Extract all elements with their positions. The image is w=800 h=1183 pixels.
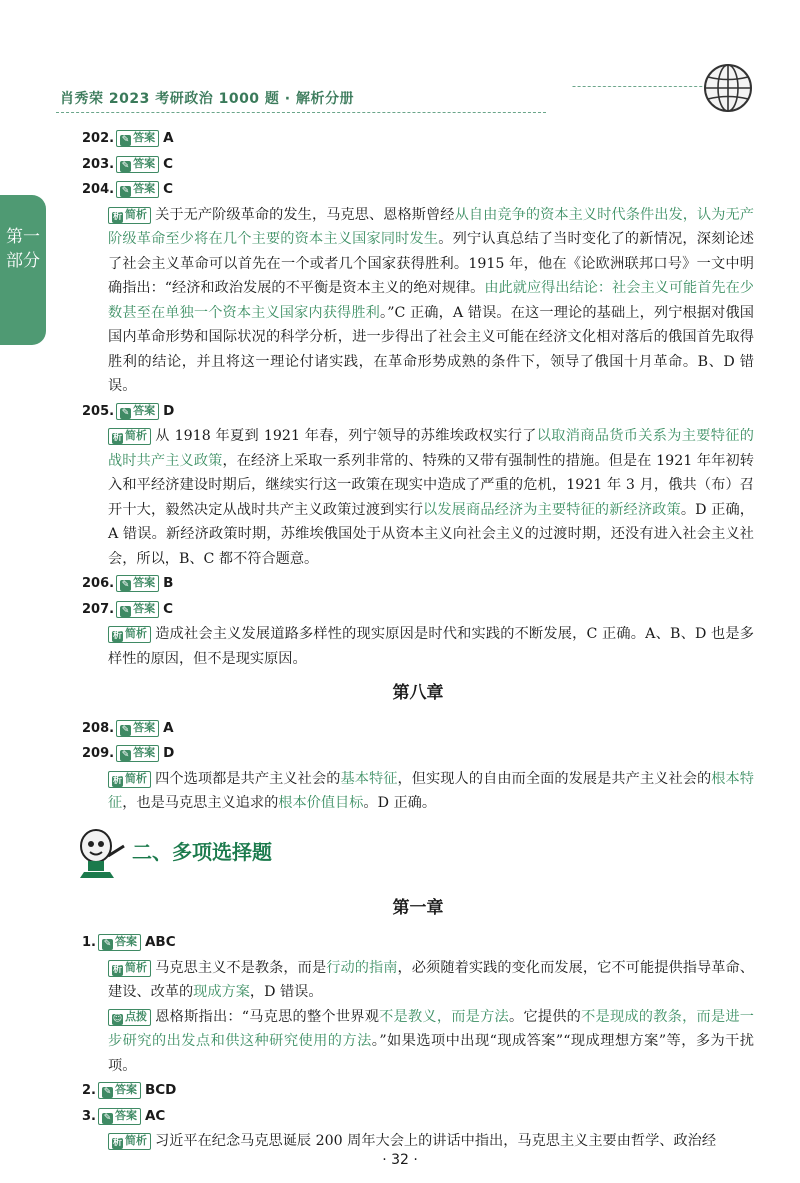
answer-tag: ✎ 答案 — [116, 181, 159, 198]
analysis-207: 析 简析 造成社会主义发展道路多样性的现实原因是时代和实践的不断发展，C 正确。A、B、D 也是多样性的原因，但不是现实原因。 — [108, 626, 754, 667]
analysis-204: 析 简析 关于无产阶级革命的发生，马克思、恩格斯曾经从自由竞争的资本主义时代条件出发，认为无产阶级革命至少将在几个主要的资本主义国家同时发生。列宁认真总结了当时变化了的新情况，深刻论述了社会主义革命可以首先在一个或者几个国家获得胜利。1915 年，他在《论欧洲联邦口号》一文中明确指出：“经济和政治发展的不平衡是资本主义的绝对规律。由此就应得出结论：社会主义可能首先在少数甚至在单独一个资本主义国家内获得胜利。”C 正确，A 错误。在这一理论的基础上，列宁根据对俄国国内革命形势和国际状况的科学分析，进一步得出了社会主义可能在经济文化相对落后的俄国首先取得胜利的结论，并且将这一理论付诸实践，在革命形势成熟的条件下，领导了俄国十月革命。B、D 错误。 — [108, 206, 754, 394]
analysis-tag: 析 简析 — [108, 428, 151, 445]
analysis-m1: 析 简析 马克思主义不是教条，而是行动的指南，必须随着实践的变化而发展，它不可能提供指导革命、建设、改革的现成方案，D 错误。 — [108, 959, 754, 1000]
tip-m1: ☺ 点拨 恩格斯指出：“马克思的整个世界观不是教义，而是方法。它提供的不是现成的教条，而是进一步研究的出发点和供这种研究使用的方法。”如果选项中出现“现成答案”“现成理想方案”等，多为干扰项。 — [108, 1008, 754, 1074]
analysis-205: 析 简析 从 1918 年夏到 1921 年春，列宁领导的苏维埃政权实行了以取消商品货币关系为主要特征的战时共产主义政策，在经济上采取一系列非常的、特殊的又带有强制性的措施。但是在 1921 年年初转入和平经济建设时期后，继续实行这一政策在现实中造成了严重的危机，1921 年 3 月，俄共（布）召开十大，毅然决定从战时共产主义政策过渡到实行以发展商品经济为主要特征的新经济政策。D 正确，A 错误。新经济政策时期，苏维埃俄国处于从资本主义向社会主义的过渡时期，还没有进入社会主义社会，所以，B、C 都不符合题意。 — [108, 428, 754, 567]
answer-tag: ✎ 答案 — [98, 1082, 141, 1099]
answer-205: 205. ✎ 答案 D — [82, 402, 175, 419]
answer-tag: ✎ 答案 — [98, 934, 141, 951]
answer-203: 203. ✎ 答案 C — [82, 155, 173, 172]
answer-tag: ✎ 答案 — [116, 720, 159, 737]
analysis-tag: 析 简析 — [108, 626, 151, 643]
tip-tag: ☺ 点拨 — [108, 1009, 151, 1026]
analysis-tag: 析 简析 — [108, 1133, 151, 1150]
globe-icon — [702, 62, 754, 114]
answer-208: 208. ✎ 答案 A — [82, 719, 174, 736]
analysis-tag: 析 简析 — [108, 771, 151, 788]
section-title-text: 二、多项选择题 — [132, 839, 272, 864]
header-divider — [56, 112, 546, 113]
answer-202: 202. ✎ 答案 A — [82, 130, 174, 146]
answer-tag: ✎ 答案 — [116, 130, 159, 147]
answer-tag: ✎ 答案 — [116, 745, 159, 762]
answer-m2: 2. ✎ 答案 BCD — [82, 1082, 177, 1098]
lightbulb-mascot-icon — [74, 826, 130, 882]
answer-m1: 1. ✎ 答案 ABC — [82, 934, 176, 950]
analysis-tag: 析 简析 — [108, 960, 151, 977]
answer-tag: ✎ 答案 — [116, 156, 159, 173]
answer-209: 209. ✎ 答案 D — [82, 745, 175, 761]
answer-tag: ✎ 答案 — [116, 403, 159, 420]
answer-tag: ✎ 答案 — [98, 1108, 141, 1125]
chapter-heading-1: 第一章 — [392, 897, 444, 918]
answer-m3: 3. ✎ 答案 AC — [82, 1107, 166, 1124]
answer-207: 207. ✎ 答案 C — [82, 600, 173, 617]
answer-tag: ✎ 答案 — [116, 601, 159, 618]
answer-206: 206. ✎ 答案 B — [82, 575, 174, 591]
analysis-m3: 析 简析 习近平在纪念马克思诞辰 200 周年大会上的讲话中指出，马克思主义主要由哲学、政治经 — [82, 1129, 754, 1154]
chapter-heading-8: 第八章 — [392, 683, 444, 703]
part-tab — [0, 195, 46, 345]
section-heading — [74, 826, 754, 886]
page-content — [82, 126, 754, 1154]
answer-204: 204. ✎ 答案 C — [82, 181, 173, 197]
part-tab-line1: 第一 — [6, 227, 40, 247]
answer-tag: ✎ 答案 — [116, 575, 159, 592]
page-number: · 32 · — [382, 1152, 418, 1168]
running-header: 肖秀荣 2023 考研政治 1000 题 · 解析分册 — [60, 91, 354, 107]
header-divider-slant — [546, 86, 723, 113]
part-tab-line2: 部分 — [6, 251, 40, 271]
analysis-209: 析 简析 四个选项都是共产主义社会的基本特征，但实现人的自由而全面的发展是共产主义社会的根本特征，也是马克思主义追求的根本价值目标。D 正确。 — [108, 770, 754, 811]
analysis-tag: 析 简析 — [108, 207, 151, 224]
